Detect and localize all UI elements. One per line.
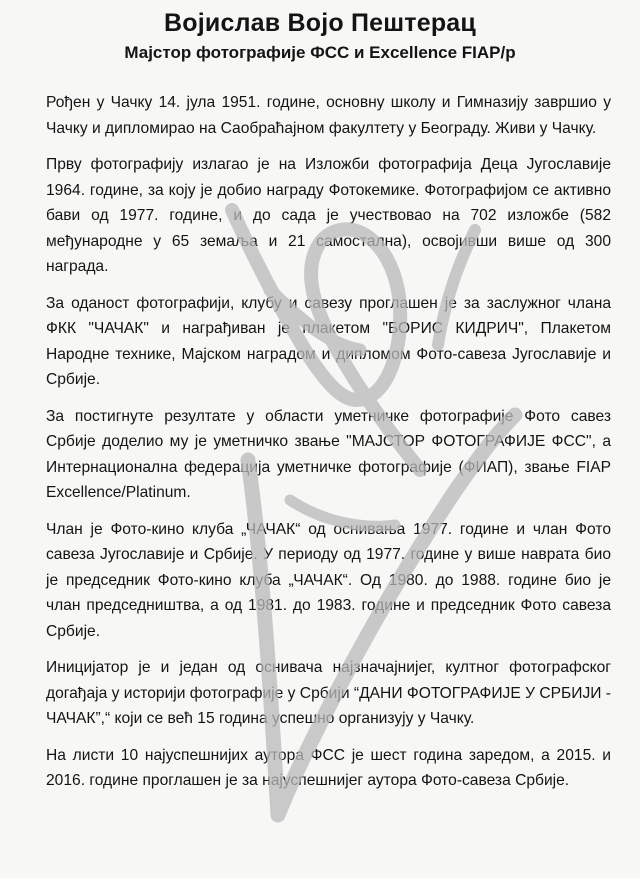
paragraph-awards: За оданост фотографији, клубу и савезу проглашен је за заслужног члана ФКК "ЧАЧАК" и награђиван је плакетом "БОРИС КИДРИЧ", Плакетом Народне технике, Мајском наградом и дипломом Фото-савеза Југославије и Србије. [46, 294, 611, 388]
paragraph-master-title: За постигнуте резултате у области уметничке фотографије Фото савез Србије доделио му је уметничко звање "МАЈСТОР ФОТОГРАФИЈЕ ФСС", а Интернационална федерација уметничке фотографије (ФИАП), звање FIAP Excellence/Platinum. [46, 407, 611, 501]
paragraph-initiator: Иницијатор је и један од оснивача најзначајнијег, култног фотографског догађаја у историји фотографије у Србији “ДАНИ ФОТОГРАФИЈЕ У СРБИЈИ - ЧАЧАК”,“ који се већ 15 година успешно организују у Чачку. [46, 659, 611, 727]
paragraph-birth: Рођен у Чачку 14. јула 1951. године, основну школу и Гимназију завршио у Чачку и дипломирао на Саобраћајном факултету у Београду. Живи у Чачку. [46, 94, 611, 137]
document-title: Војислав Војо Пештерац [164, 9, 476, 37]
document-body [46, 90, 611, 805]
paragraph-club-membership: Члан је Фото-кино клуба „ЧАЧАК“ од оснивања 1977. године и члан Фото савеза Југославије и Србије. У периоду од 1977. године у више наврата био је председник Фото-кино клуба „ЧАЧАК“. Од 1980. до 1988. године био је члан председништва, а од 1981. до 1983. године и председник Фото савеза Србије. [46, 520, 611, 640]
document-subtitle: Мајстор фотографије ФСС и Excellence FIAP/p [124, 43, 516, 62]
paragraph-first-exhibition: Прву фотографију излагао је на Изложби фотографија Деца Југославије 1964. године, за коју је добио награду Фотокемике. Фотографијом се активно бави од 1977. године, и до сада је учествовао на 702 изложбе (582 међународне у 65 земаља и 21 самостална), освојивши више од 300 награда. [46, 156, 611, 275]
document-header [0, 8, 640, 64]
paragraph-top-authors: На листи 10 најуспешнијих аутора ФСС је шест година заредом, а 2015. и 2016. године проглашен је за најуспешнијег аутора Фото-савеза Србије. [46, 746, 611, 789]
